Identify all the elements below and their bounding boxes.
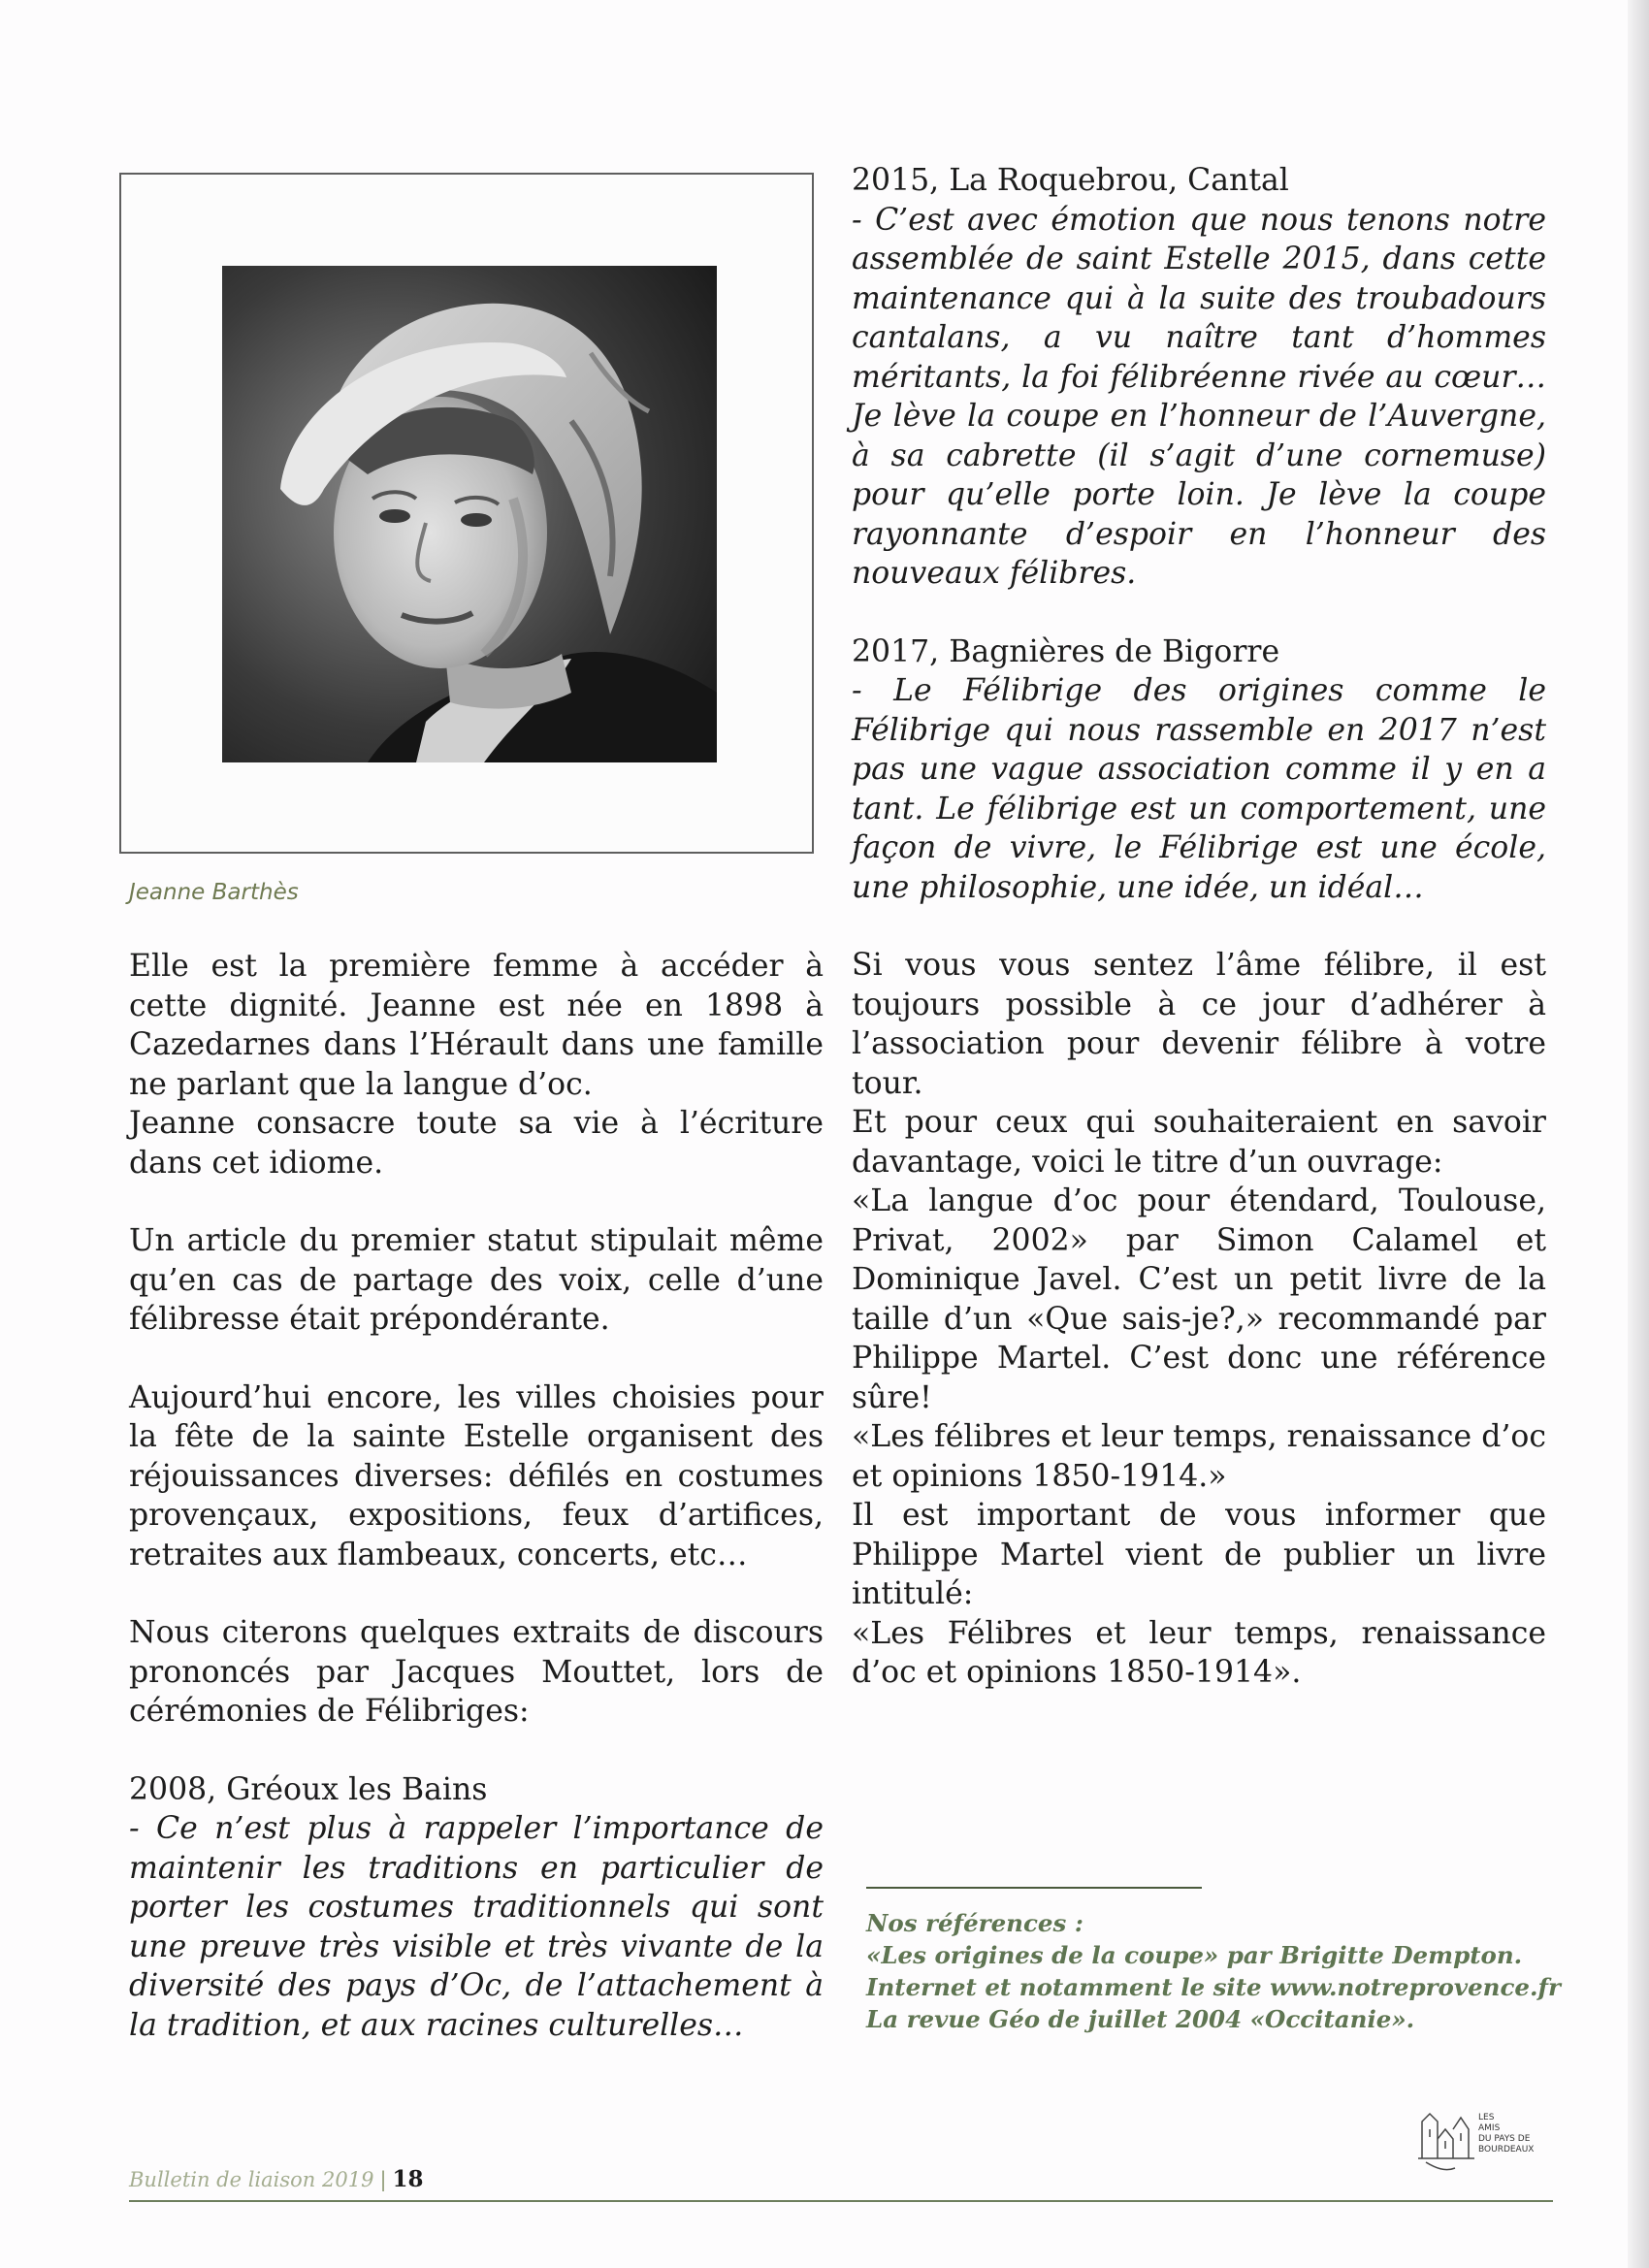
logo-text: LES [1478, 2113, 1495, 2122]
logo-text: AMIS [1478, 2123, 1501, 2133]
paragraph: Elle est la première femme à accéder à cette dignité. Jeanne est née en 1898 à Cazedarnes dans l’Hérault dans une famille ne parlant que la langue d’oc. [129, 949, 824, 1102]
references-box [866, 1907, 1603, 2035]
page-spine-shadow [1628, 0, 1649, 2268]
footer-rule [129, 2200, 1553, 2202]
speech-quote-2017: - Le Félibrige des origines comme le Félibrige qui nous rassemble en 2017 n’est pas une vague association comme il y en a tant. Le félibrige est un comportement, une façon de vivre, le Félibrige est une école, une philosophie, une idée, un idéal… [852, 673, 1546, 905]
paragraph: Nous citerons quelques extraits de discours prononcés par Jacques Mouttet, lors de cérémonies de Félibriges: [129, 1615, 824, 1729]
speech-heading-2015: 2015, La Roquebrou, Cantal [852, 163, 1289, 198]
reference-item: La revue Géo de juillet 2004 «Occitanie». [866, 2005, 1415, 2033]
speech-quote-2008: - Ce n’est plus à rappeler l’importance de maintenir les traditions en particulier de porter les costumes traditionnels qui sont une preuve très visible et très vivante de la diversité des pays d’Oc, de l’attachement à la tradition, et aux racines culturelles… [129, 1811, 824, 2043]
speech-quote-2015: - C’est avec émotion que nous tenons notre assemblée de saint Estelle 2015, dans cette maintenance qui à la suite des troubadours cantalans, a vu naître tant d’hommes méritants, la foi félibréenne rivée au cœur… Je lève la coupe en l’honneur de l’Auvergne, à sa cabrette (il s’agit d’une cornemuse) pour qu’elle porte loin. Je lève la coupe rayonnante d’espoir en l’honneur des nouveaux félibres. [852, 202, 1546, 591]
photo-caption: Jeanne Barthès [129, 880, 299, 905]
paragraph: «Les Félibres et leur temps, renaissance d’oc et opinions 1850-1914». [852, 1615, 1546, 1690]
paragraph: «La langue d’oc pour étendard, Toulouse, Privat, 2002» par Simon Calamel et Dominique Javel. C’est un petit livre de la taille d’un «Que sais-je?,» recommandé par Philippe Martel. C’est donc une référence sûre! [852, 1183, 1546, 1415]
amis-pays-de-bourdeaux-logo [1416, 2100, 1562, 2178]
paragraph: Jeanne consacre toute sa vie à l’écriture dans cet idiome. [129, 1106, 824, 1181]
references-title: Nos références : [866, 1909, 1083, 1937]
portrait-photo [222, 266, 717, 762]
footer-separator: | [379, 2168, 387, 2191]
references-divider [866, 1887, 1202, 1889]
paragraph: Si vous vous sentez l’âme félibre, il est toujours possible à ce jour d’adhérer à l’association pour devenir félibre à votre tour. [852, 948, 1546, 1101]
speech-heading-2017: 2017, Bagnières de Bigorre [852, 633, 1280, 669]
paragraph: Il est important de vous informer que Philippe Martel vient de publier un livre intitulé: [852, 1498, 1546, 1611]
paragraph: «Les félibres et leur temps, renaissance d’oc et opinions 1850-1914.» [852, 1419, 1546, 1494]
reference-item: Internet et notamment le site www.notreprovence.fr [866, 1973, 1561, 2001]
page-number: 18 [392, 2166, 424, 2192]
page-footer [129, 2166, 424, 2192]
paragraph: Aujourd’hui encore, les villes choisies pour la fête de la sainte Estelle organisent des réjouissances diverses: défilés en costumes provençaux, expositions, feux d’artifices, retraites aux flambeaux, concerts, etc… [129, 1379, 824, 1572]
speech-heading-2008: 2008, Gréoux les Bains [129, 1771, 488, 1807]
paragraph: Un article du premier statut stipulait même qu’en cas de partage des voix, celle d’une félibresse était prépondérante. [129, 1223, 824, 1337]
reference-item: «Les origines de la coupe» par Brigitte Dempton. [866, 1941, 1523, 1969]
paragraph: Et pour ceux qui souhaiteraient en savoir davantage, voici le titre d’un ouvrage: [852, 1105, 1546, 1180]
logo-text: BOURDEAUX [1478, 2145, 1535, 2155]
left-column [129, 947, 824, 2045]
footer-label: Bulletin de liaison 2019 [129, 2168, 374, 2191]
logo-text: DU PAYS DE [1478, 2134, 1531, 2144]
right-column [852, 161, 1546, 1693]
photo-frame [119, 173, 814, 854]
